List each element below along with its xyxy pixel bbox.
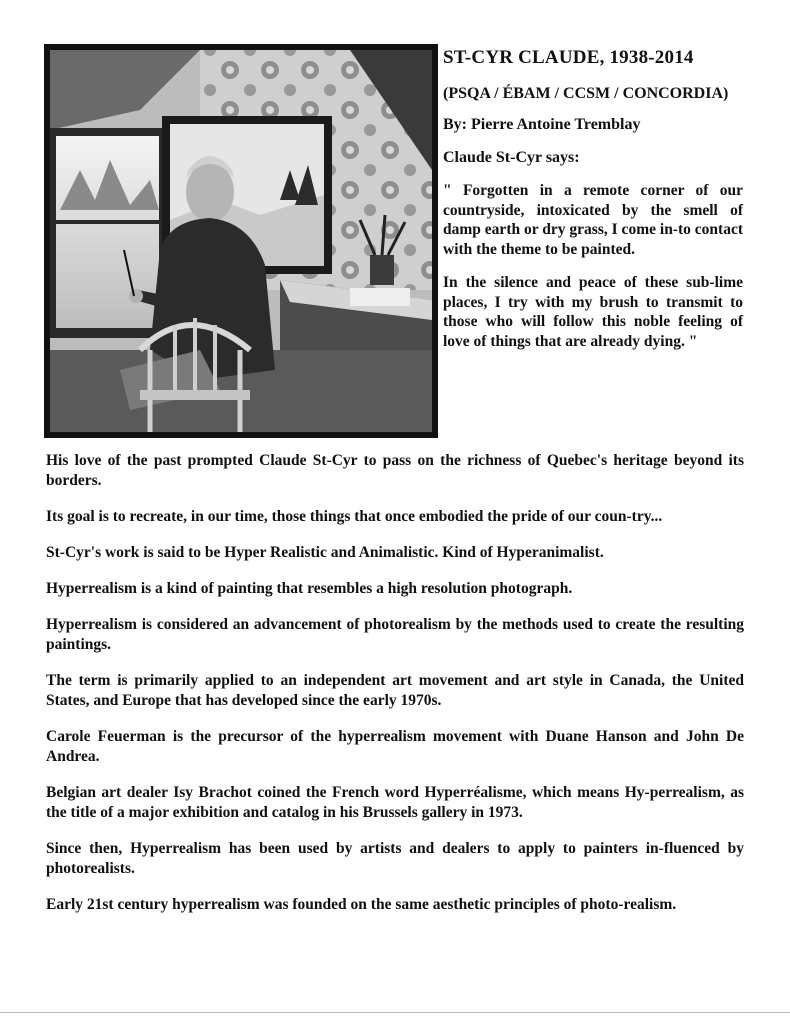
body-paragraph: Hyperrealism is a kind of painting that resembles a high resolution photograph. (46, 580, 573, 597)
body-paragraph: Its goal is to recreate, in our time, those things that once embodied the pride of our coun-try... (46, 508, 663, 525)
artist-photo (44, 44, 438, 438)
body-paragraph: Hyperrealism is considered an advancement of photorealism by the methods used to create the resulting paintings. (46, 616, 744, 653)
body-paragraph: The term is primarily applied to an independent art movement and art style in Canada, the United States, and Europe that has developed since the early 1970s. (46, 672, 744, 709)
body-paragraph: Belgian art dealer Isy Brachot coined the French word Hyperréalisme, which means Hy-perrealism, as the title of a major exhibition and catalog in his Brussels gallery in 1973. (46, 784, 744, 821)
quote-paragraph: In the silence and peace of these sub-lime places, I try with my brush to transmit to those who will follow this noble feeling of love of things that are already dying. " (443, 274, 743, 350)
artist-photo-image (50, 50, 432, 432)
affiliations: (PSQA / ÉBAM / CCSM / CONCORDIA) (443, 85, 729, 102)
article-title: ST-CYR CLAUDE, 1938-2014 (443, 47, 694, 68)
quote-intro: Claude St-Cyr says: (443, 149, 580, 166)
page-bottom-rule (0, 1012, 790, 1013)
byline: By: Pierre Antoine Tremblay (443, 116, 641, 133)
quote-paragraph: " Forgotten in a remote corner of our countryside, intoxicated by the smell of damp earth or dry grass, I come in-to contact with the theme to be painted. (443, 182, 743, 258)
article-body (46, 451, 744, 931)
body-paragraph: St-Cyr's work is said to be Hyper Realistic and Animalistic. Kind of Hyperanimalist. (46, 544, 604, 561)
header-column (443, 46, 743, 351)
body-paragraph: Carole Feuerman is the precursor of the hyperrealism movement with Duane Hanson and John De Andrea. (46, 728, 744, 765)
body-paragraph: His love of the past prompted Claude St-Cyr to pass on the richness of Quebec's heritage beyond its borders. (46, 452, 744, 489)
body-paragraph: Early 21st century hyperrealism was founded on the same aesthetic principles of photo-realism. (46, 896, 677, 913)
body-paragraph: Since then, Hyperrealism has been used by artists and dealers to apply to painters in-fluenced by photorealists. (46, 840, 744, 877)
